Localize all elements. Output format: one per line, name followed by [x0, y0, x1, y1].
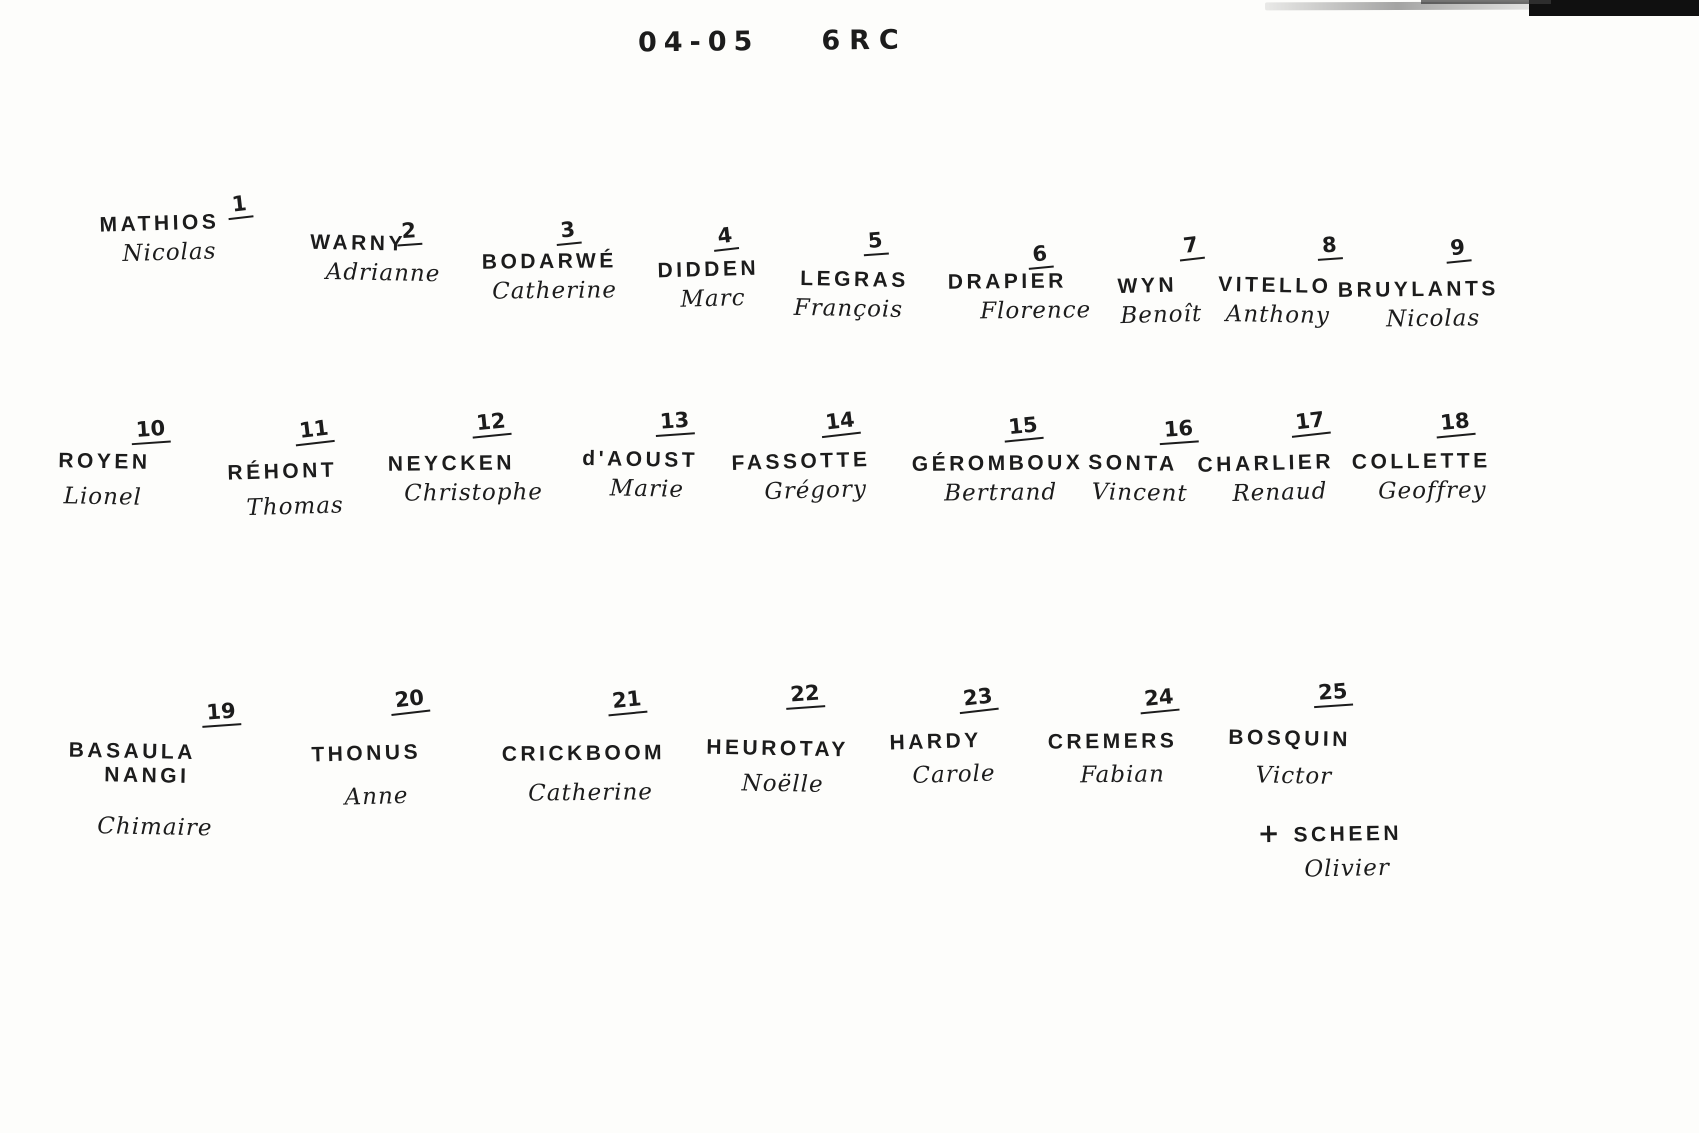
student-number: 2 [396, 218, 422, 247]
student-firstname: Catherine [528, 779, 654, 807]
student-number: 20 [388, 685, 430, 716]
student-number: 24 [1138, 684, 1180, 715]
student-card-8 [1217, 232, 1338, 330]
student-firstname: Victor [1255, 762, 1333, 790]
student-card-10 [57, 415, 166, 511]
student-surname: WYN [1117, 273, 1178, 299]
student-card-19 [67, 698, 237, 842]
student-card-21 [501, 686, 666, 807]
student-number: 11 [293, 415, 335, 446]
student-firstname: Marc [680, 284, 746, 313]
student-firstname: Nicolas [1386, 305, 1481, 333]
student-card-13 [581, 407, 699, 503]
student-surname: CRICKBOOM [501, 741, 666, 766]
student-card-3 [481, 217, 618, 305]
student-number: 13 [654, 407, 695, 437]
student-number: 1 [226, 190, 254, 220]
student-firstname: Florence [980, 297, 1092, 325]
student-number: 10 [130, 416, 171, 446]
student-surname: THONUS [311, 740, 422, 767]
student-surname: COLLETTE [1351, 449, 1491, 474]
student-firstname: Benoît [1120, 300, 1203, 330]
student-surname: BODARWÉ [481, 249, 617, 274]
student-surname: MATHIOS [99, 210, 220, 237]
student-number: 8 [1316, 232, 1342, 261]
student-firstname: Lionel [63, 483, 143, 511]
page-title [638, 25, 908, 59]
student-firstname: Fabian [1080, 761, 1166, 789]
student-surname: WARNY [310, 230, 407, 256]
student-surname: BOSQUIN [1228, 725, 1352, 752]
student-firstname: Vincent [1091, 479, 1188, 507]
student-surname: CHARLIER [1197, 450, 1335, 477]
student-card-12 [387, 408, 544, 507]
student-surname: FASSOTTE [731, 448, 871, 475]
student-card-15 [911, 412, 1084, 507]
student-card-4 [657, 222, 760, 314]
student-card-20 [311, 685, 426, 811]
student-surname: HEUROTAY [706, 735, 849, 762]
student-firstname: Anne [344, 782, 409, 811]
student-number: 21 [606, 686, 648, 717]
student-firstname: Nicolas [122, 238, 217, 268]
student-surname: VITELLO [1218, 272, 1332, 299]
student-surname: NEYCKEN [387, 451, 516, 476]
student-card-17 [1197, 407, 1335, 508]
student-surname: d'AOUST [582, 446, 699, 473]
student-number: 4 [711, 222, 739, 252]
student-firstname: Renaud [1232, 478, 1328, 507]
student-card-24 [1047, 684, 1178, 789]
student-surname: CREMERS [1047, 729, 1178, 754]
student-card-2 [309, 218, 441, 288]
student-number: 23 [957, 683, 999, 714]
student-surname: LEGRAS [800, 266, 910, 293]
student-firstname: Geoffrey [1378, 477, 1487, 505]
student-card-9 [1337, 234, 1500, 333]
student-firstname: Marie [609, 475, 685, 503]
student-firstname: Chimaire [97, 813, 213, 842]
student-surname: ROYEN [58, 449, 151, 474]
student-card-25 [1227, 678, 1352, 790]
student-card-5 [793, 227, 910, 323]
addendum-scheen [1257, 817, 1402, 884]
student-firstname: Anthony [1225, 301, 1331, 330]
student-card-16 [1087, 415, 1194, 507]
addendum-surname: SCHEEN [1293, 821, 1403, 847]
student-surname: SONTA [1088, 451, 1178, 476]
student-surname: DIDDEN [657, 256, 760, 283]
student-firstname: Adrianne [325, 259, 441, 288]
student-card-18 [1351, 408, 1491, 505]
student-firstname: Catherine [492, 277, 618, 305]
student-number: 14 [819, 407, 861, 438]
student-number: 6 [1026, 241, 1053, 270]
student-number: 3 [554, 217, 581, 246]
student-surname: RÉHONT [227, 458, 338, 485]
student-surname-line2: NANGI [104, 763, 190, 788]
plus-sign: + [1257, 818, 1280, 850]
scan-artifact-corner-shadow [1421, 0, 1551, 4]
student-card-14 [731, 407, 871, 506]
student-card-11 [227, 415, 345, 522]
student-card-23 [889, 683, 996, 790]
student-firstname: Noëlle [741, 770, 824, 798]
student-card-1 [99, 191, 248, 268]
student-firstname: Grégory [764, 476, 868, 506]
student-firstname: François [793, 294, 904, 323]
student-surname: GÉROMBOUX [911, 451, 1084, 476]
student-firstname: Christophe [404, 479, 544, 507]
title-class: 6RC [821, 24, 908, 57]
student-firstname: Thomas [246, 492, 345, 522]
student-number: 7 [1177, 232, 1205, 262]
student-number: 12 [470, 408, 512, 439]
student-number: 22 [785, 680, 826, 710]
student-card-7 [1117, 232, 1203, 330]
student-surname: HARDY [889, 728, 982, 755]
student-number: 18 [1434, 408, 1476, 439]
student-number: 19 [201, 698, 242, 728]
student-number: 15 [1002, 412, 1044, 443]
student-surname: BRUYLANTS [1337, 277, 1499, 302]
student-number: 17 [1289, 407, 1331, 438]
scan-artifact-corner [1529, 0, 1699, 16]
student-number: 9 [1444, 234, 1471, 263]
student-surname: DRAPIER [947, 269, 1067, 294]
student-firstname: Carole [912, 760, 996, 789]
student-number: 16 [1158, 415, 1199, 445]
student-number: 5 [862, 228, 888, 257]
student-firstname: Bertrand [944, 479, 1058, 507]
student-surname: BASAULA [68, 738, 197, 765]
student-number: 25 [1312, 679, 1353, 709]
addendum-firstname: Olivier [1304, 854, 1391, 883]
student-card-6 [947, 241, 1092, 325]
student-card-22 [705, 680, 849, 799]
title-year: 04-05 [637, 26, 760, 59]
